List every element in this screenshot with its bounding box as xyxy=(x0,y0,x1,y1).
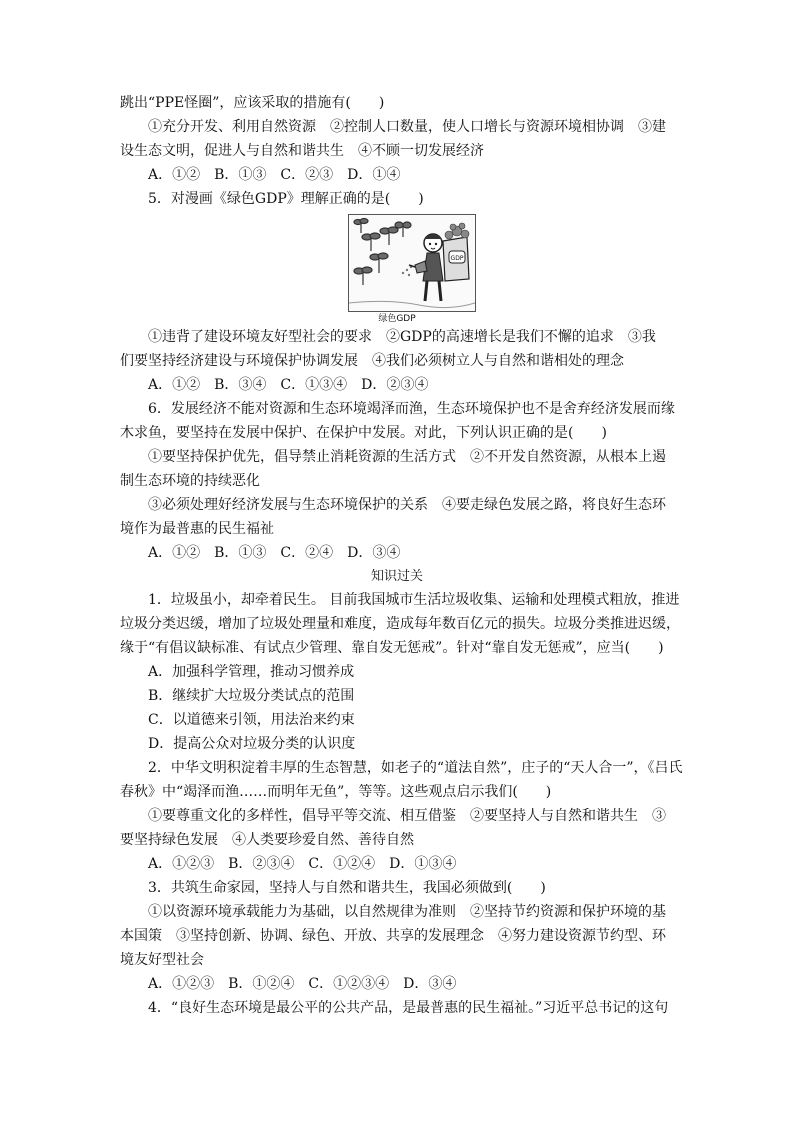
text-line: 木求鱼，要坚持在发展中保护、在保护中发展。对此，下列认识正确的是( ) xyxy=(120,425,607,441)
text-line: 春秋》中“竭泽而渔……而明年无鱼”，等等。这些观点启示我们( ) xyxy=(120,784,552,800)
text-line: 们要坚持经济建设与环境保护协调发展 ④我们必须树立人与自然和谐相处的理念 xyxy=(120,353,624,369)
text-line: ③必须处理好经济发展与生态环境保护的关系 ④要走绿色发展之路，将良好生态环 xyxy=(148,497,666,513)
cartoon-man-watering-plants-icon xyxy=(349,215,475,311)
basket-label: GDP xyxy=(450,255,464,262)
text-line: A．①② B．①③ C．②④ D．③④ xyxy=(148,545,401,561)
text-line: 3．共筑生命家园，坚持人与自然和谐共生，我国必须做到( ) xyxy=(148,880,546,896)
text-line: 垃圾分类迟缓，增加了垃圾处理量和难度，造成每年数百亿元的损失。垃圾分类推进迟缓， xyxy=(120,616,680,632)
text-line: D．提高公众对垃圾分类的认识度 xyxy=(148,736,356,752)
text-line: A．①② B．①③ C．②③ D．①④ xyxy=(148,167,401,183)
text-line: 制生态环境的持续恶化 xyxy=(120,473,260,489)
text-line: B．继续扩大垃圾分类试点的范围 xyxy=(148,688,355,704)
text-line: 4．“良好生态环境是最公平的公共产品，是最普惠的民生福祉。”习近平总书记的这句 xyxy=(148,1000,669,1016)
text-line: A．①②③ B．①②④ C．①②③④ D．③④ xyxy=(148,976,457,992)
text-line: 要坚持绿色发展 ④人类要珍爱自然、善待自然 xyxy=(120,832,414,848)
section-heading: 知识过关 xyxy=(370,569,423,584)
cartoon-green-gdp xyxy=(348,214,476,312)
text-line: 设生态文明，促进人与自然和谐共生 ④不顾一切发展经济 xyxy=(120,143,484,159)
text-line: ①要坚持保护优先，倡导禁止消耗资源的生活方式 ②不开发自然资源，从根本上遏 xyxy=(148,449,666,465)
text-line: 5．对漫画《绿色GDP》理解正确的是( ) xyxy=(148,191,424,207)
text-line: 跳出“PPE怪圈”，应该采取的措施有( ) xyxy=(120,95,385,111)
text-line: ①以资源环境承载能力为基础，以自然规律为准则 ②坚持节约资源和保护环境的基 xyxy=(148,904,666,920)
text-line: 1．垃圾虽小，却牵着民生。 目前我国城市生活垃圾收集、运输和处理模式粗放，推进 xyxy=(148,592,680,608)
figure-caption: 绿色GDP xyxy=(378,314,416,324)
text-line: A．①② B．③④ C．①③④ D．②③④ xyxy=(148,377,429,393)
text-line: ①违背了建设环境友好型社会的要求 ②GDP的高速增长是我们不懈的追求 ③我 xyxy=(148,329,656,345)
text-line: ①充分开发、利用自然资源 ②控制人口数量，使人口增长与资源环境相协调 ③建 xyxy=(148,119,666,135)
text-line: 境友好型社会 xyxy=(120,952,204,968)
text-line: 境作为最普惠的民生福祉 xyxy=(120,521,274,537)
text-line: A．①②③ B．②③④ C．①②④ D．①③④ xyxy=(148,856,457,872)
text-line: 6．发展经济不能对资源和生态环境竭泽而渔，生态环境保护也不是舍弃经济发展而缘 xyxy=(148,401,675,417)
text-line: 缘于“有倡议缺标准、有试点少管理、靠自发无惩戒”。针对“靠自发无惩戒”，应当( ) xyxy=(120,640,664,656)
text-line: 2．中华文明积淀着丰厚的生态智慧，如老子的“道法自然”，庄子的“天人合一”，《吕氏 xyxy=(148,760,683,776)
text-line: C．以道德来引领，用法治来约束 xyxy=(148,712,355,728)
text-line: A．加强科学管理，推动习惯养成 xyxy=(148,664,355,680)
text-line: 本国策 ③坚持创新、协调、绿色、开放、共享的发展理念 ④努力建设资源节约型、环 xyxy=(120,928,666,944)
text-line: ①要尊重文化的多样性，倡导平等交流、相互借鉴 ②要坚持人与自然和谐共生 ③ xyxy=(148,808,666,824)
